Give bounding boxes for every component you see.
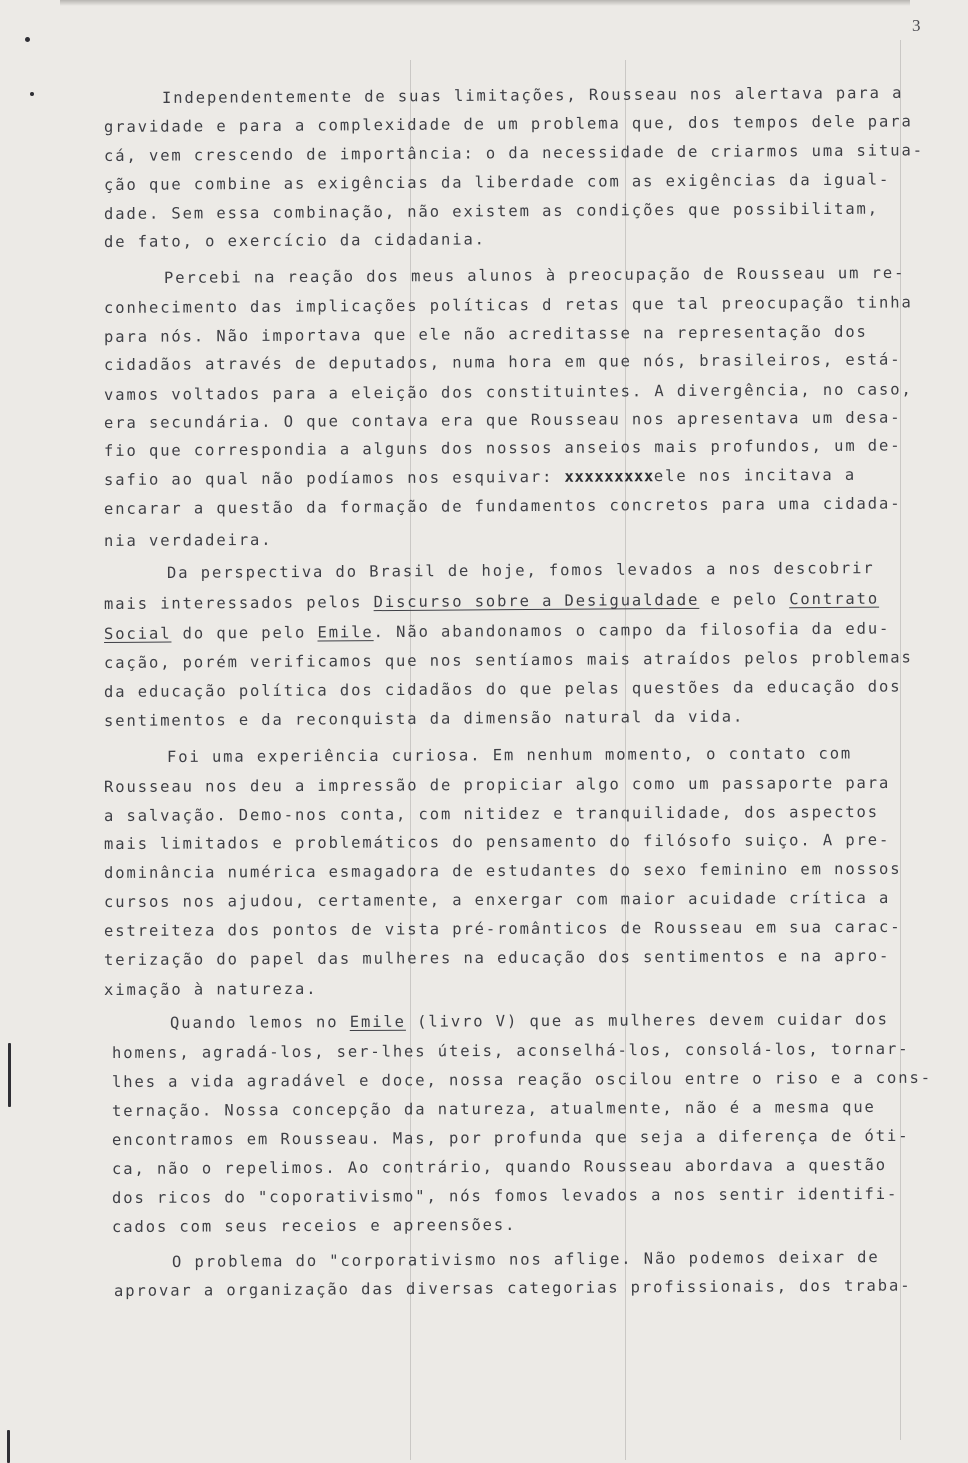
text-line: cá, vem crescendo de importância: o da necessidade de criarmos uma situa- (103, 141, 924, 165)
book-title: Emile (349, 1012, 406, 1032)
text-segment: e pelo (710, 590, 778, 609)
text-line (104, 464, 960, 490)
text-line: cação, porém verificamos que nos sentíamos mais atraídos pelos problemas (103, 648, 913, 672)
text-line: a salvação. Demo-nos conta, com nitidez e tranquilidade, dos aspectos (103, 802, 880, 825)
text-line: lhes a vida agradável e doce, nossa reação oscilou entre o riso e a cons- (111, 1068, 932, 1091)
text-line: nia verdadeira. (103, 530, 273, 550)
text-line: terização do papel das mulheres na educação dos sentimentos e na apro- (103, 946, 891, 969)
text-line: da educação política dos cidadãos do que pelas questões da educação dos (103, 677, 902, 701)
text-segment: (livro V) que as mulheres devem cuidar dos (417, 1010, 889, 1031)
text-line: dos ricos do "coporativismo", nós fomos levados a nos sentir identifi- (111, 1184, 899, 1207)
text-line (170, 1009, 968, 1033)
margin-mark (25, 37, 30, 42)
text-line: ca, não o repelimos. Ao contrário, quando Rousseau abordava a questão (111, 1155, 888, 1178)
book-title: Social (103, 624, 172, 643)
text-line: cidadãos através de deputados, numa hora em que nós, brasileiros, está- (103, 350, 902, 374)
text-line: de fato, o exercício da cidadania. (103, 230, 486, 251)
text-line: ção que combine as exigências da liberdade com as exigências da igual- (103, 170, 891, 194)
typewriter-overstrike: xxxxxxxxx (564, 467, 654, 486)
text-line: Da perspectiva do Brasil de hoje, fomos levados a nos descobrir (166, 559, 875, 582)
text-segment: mais interessados pelos (103, 593, 363, 613)
text-line: O problema do "corporativismo nos aflige. Não podemos deixar de (171, 1248, 880, 1271)
text-line: conhecimento das implicações políticas d retas que tal preocupação tinha (103, 293, 913, 317)
margin-mark (8, 1043, 11, 1107)
margin-mark (7, 1430, 10, 1463)
text-line: era secundária. O que contava era que Rousseau nos apresentava um desa- (103, 408, 902, 432)
text-segment: Quando lemos no (169, 1013, 339, 1032)
book-title: Emile (317, 623, 374, 642)
text-line: ximação à natureza. (103, 979, 318, 999)
text-line: encarar a questão da formação de fundamentos concretos para uma cidada- (103, 494, 902, 518)
text-line: cursos nos ajudou, certamente, a enxergar com maior acuidade crítica a (103, 888, 891, 911)
text-segment: safio ao qual não podíamos nos esquivar: (103, 467, 554, 489)
text-line: encontramos em Rousseau. Mas, por profunda que seja a diferença de óti- (111, 1126, 910, 1149)
text-line (104, 618, 960, 644)
text-line: gravidade e para a complexidade de um problema que, dos tempos dele para (103, 112, 913, 136)
text-line: dade. Sem essa combinação, não existem as condições que possibilitam, (103, 199, 880, 223)
text-line: Rousseau nos deu a impressão de propiciar algo como um passaporte para (103, 773, 891, 796)
text-line: sentimentos e da reconquista da dimensão natural da vida. (103, 707, 745, 730)
text-segment: do que pelo (182, 623, 307, 643)
text-line: Foi uma experiência curiosa. Em nenhum momento, o contato com (166, 744, 853, 766)
text-line: estreiteza dos pontos de vista pré-românticos de Rousseau em sua carac- (103, 917, 902, 940)
text-line: mais limitados e problemáticos do pensamento do filósofo suiço. A pre- (103, 830, 891, 853)
text-line: Percebi na reação dos meus alunos à preocupação de Rousseau um re- (163, 263, 906, 287)
text-line: ternação. Nossa concepção da natureza, atualmente, não é a mesma que (111, 1098, 876, 1120)
book-title: Contrato (789, 589, 880, 609)
text-line: Independentemente de suas limitações, Rousseau nos alertava para a (161, 83, 904, 107)
text-line: para nós. Não importava que ele não acreditasse na representação dos (103, 322, 868, 346)
text-line: aprovar a organização das diversas categorias profissionais, dos traba- (113, 1276, 912, 1300)
text-line: cados com seus receios e apreensões. (111, 1215, 517, 1236)
text-line: dominância numérica esmagadora de estudantes do sexo feminino em nossos (103, 859, 902, 882)
text-line: vamos voltados para a eleição dos constituintes. A divergência, no caso, (103, 380, 913, 404)
text-segment: ele nos incitava a (653, 465, 857, 486)
book-title: Discurso sobre a Desigualdade (373, 590, 700, 612)
page-top-edge (60, 0, 910, 6)
text-line: fio que correspondia a alguns dos nossos anseios mais profundos, um de- (103, 436, 902, 460)
text-segment: . Não abandonamos o campo da filosofia da edu- (373, 619, 891, 642)
text-line: homens, agradá-los, ser-lhes úteis, aconselhá-los, consolá-los, tornar- (111, 1039, 910, 1062)
margin-mark (30, 92, 34, 96)
text-line (104, 588, 960, 614)
page-number: 3 (912, 16, 921, 35)
